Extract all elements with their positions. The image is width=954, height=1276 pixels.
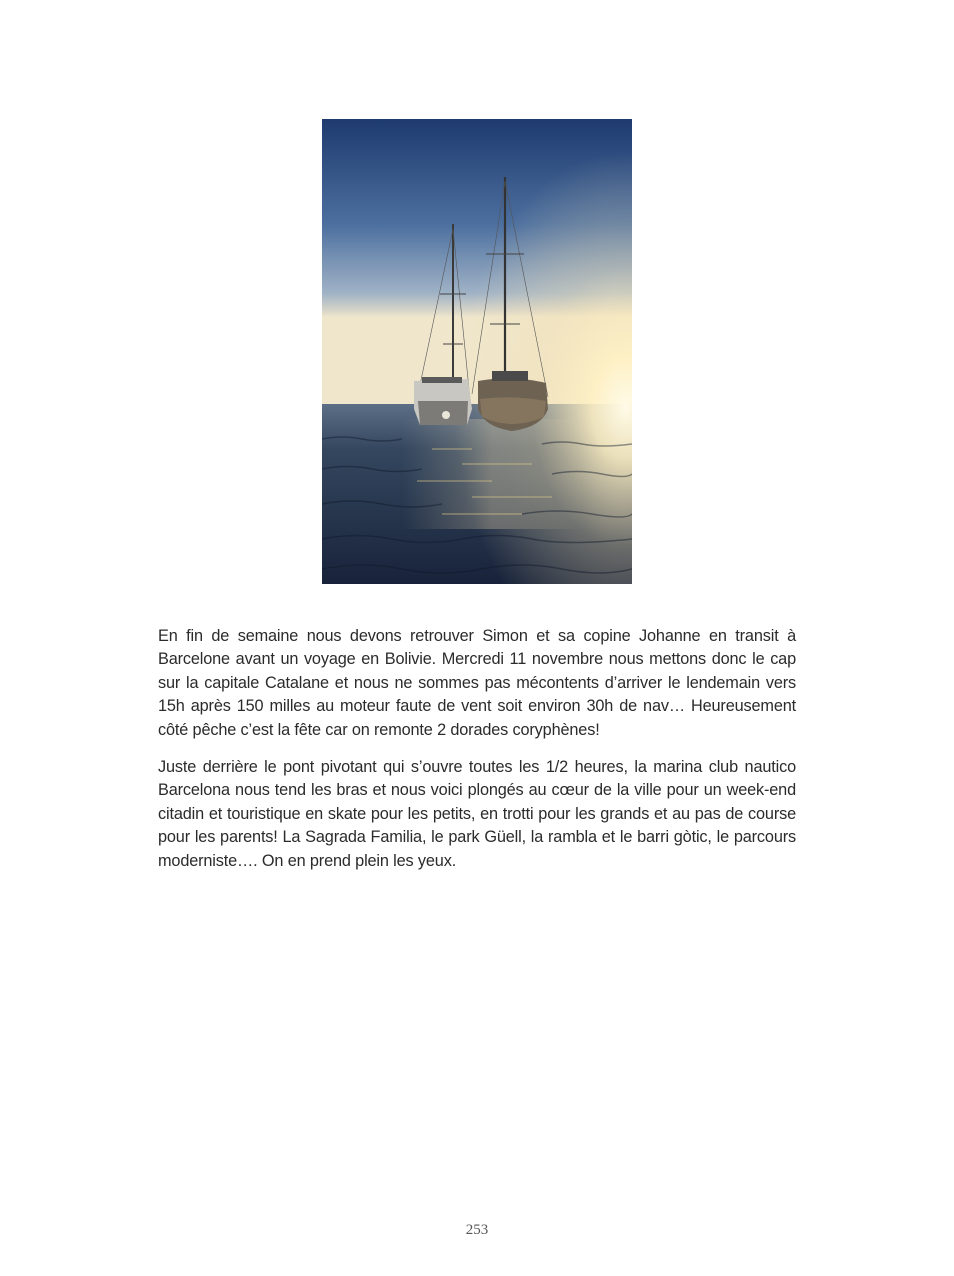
sailboats-photo xyxy=(322,119,632,584)
paragraph: En fin de semaine nous devons retrouver Simon et sa copine Johanne en transit à Barcelone avant un voyage en Bolivie. Mercredi 11 novembre nous mettons donc le cap sur la capitale Catalane et nous ne sommes pas mécontents d’arriver le lendemain vers 15h après 150 milles au moteur faute de vent soit environ 30h de nav… Heureusement côté pêche c’est la fête car on remonte 2 dorades coryphènes! xyxy=(158,627,796,739)
article-text xyxy=(158,625,796,887)
paragraph: Juste derrière le pont pivotant qui s’ouvre toutes les 1/2 heures, la marina club nautico Barcelona nous tend les bras et nous voici plongés au cœur de la ville pour un week-end citadin et touristique en skate pour les petits, en trotti pour les grands et au pas de course pour les parents! La Sagrada Familia, le park Güell, la rambla et le barri gòtic, le parcours moderniste…. On en prend plein les yeux. xyxy=(158,758,796,870)
photo-two-sailboats-at-sunset-icon xyxy=(322,119,632,584)
page-number: 253 xyxy=(465,1222,489,1238)
